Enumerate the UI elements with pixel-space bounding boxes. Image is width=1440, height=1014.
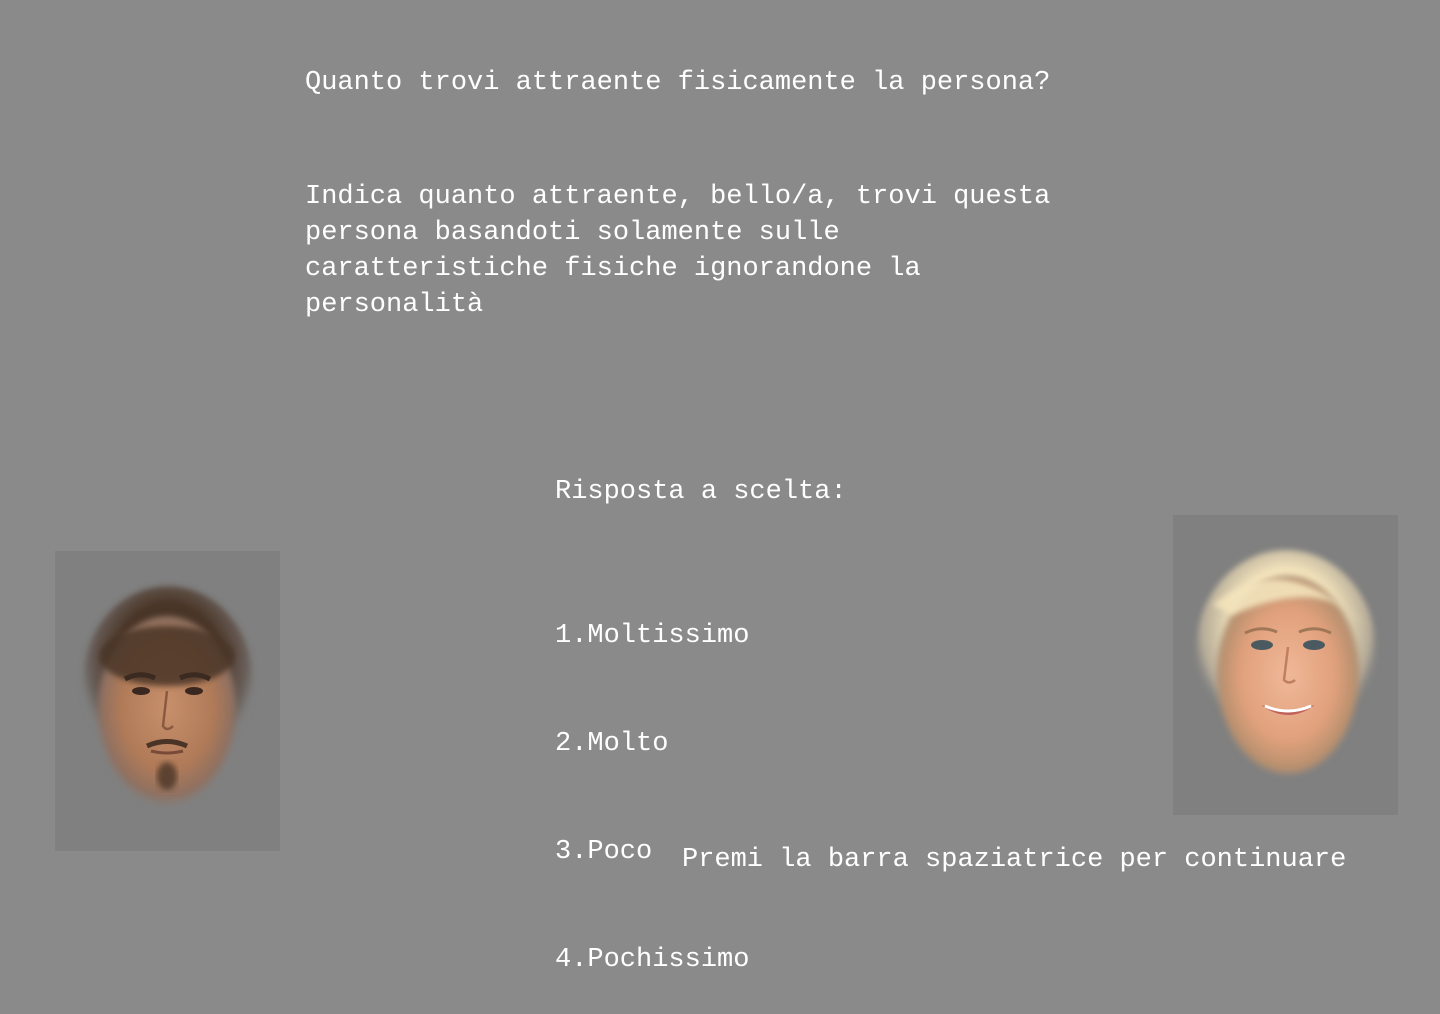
- option-2: 2.Molto: [555, 729, 669, 759]
- instructions-line: Indica quanto attraente, bello/a, trovi questa: [305, 182, 1051, 212]
- option-4: 4.Pochissimo: [555, 945, 750, 975]
- continue-prompt: Premi la barra spaziatrice per continuare: [682, 845, 1347, 875]
- response-options-list: [555, 546, 749, 1014]
- male-face-image: [55, 551, 280, 851]
- female-face-image: [1173, 515, 1398, 815]
- option-3: 3.Poco: [555, 837, 653, 867]
- response-title: Risposta a scelta:: [555, 477, 847, 507]
- instructions-line: caratteristiche fisiche ignorandone la: [305, 254, 921, 284]
- male-face-illustration: [55, 551, 280, 851]
- instructions-line: personalità: [305, 290, 484, 320]
- question-text: Quanto trovi attraente fisicamente la persona?: [305, 68, 1051, 98]
- instructions-line: persona basandoti solamente sulle: [305, 218, 840, 248]
- female-face-illustration: [1173, 515, 1398, 815]
- option-1: 1.Moltissimo: [555, 621, 750, 651]
- instructions-text: [305, 179, 1165, 323]
